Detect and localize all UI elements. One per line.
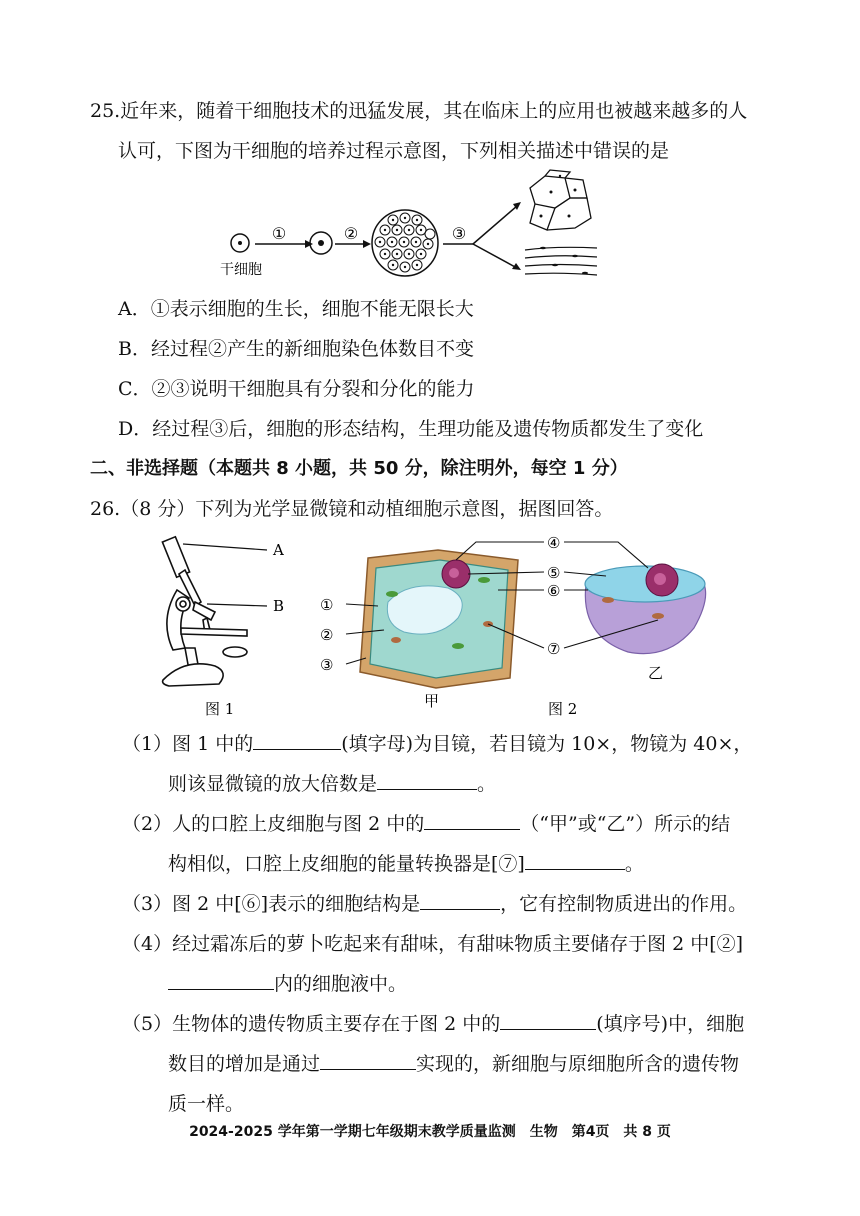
- label-7: ⑦: [547, 640, 561, 658]
- plant-cell-icon: [360, 550, 518, 688]
- label-4: ④: [547, 534, 561, 552]
- q26-sub2-line2: [168, 851, 644, 877]
- label-5: ⑤: [547, 564, 561, 582]
- sub2-blank-1[interactable]: [424, 811, 520, 830]
- q25-stem-line1: 25.近年来，随着干细胞技术的迅猛发展，其在临床上的应用也被越来越多的人: [90, 100, 748, 122]
- q26-sub5-line2: [168, 1051, 739, 1077]
- q26-sub2-line1: [122, 811, 730, 837]
- label-2: ②: [320, 626, 334, 644]
- q26-sub5-line3: 质一样。: [168, 1093, 245, 1115]
- sub1-blank-2[interactable]: [377, 771, 477, 790]
- stem-cell-label: 干细胞: [220, 262, 262, 278]
- label-1: ①: [320, 596, 334, 614]
- sub2-text-3: 构相似，口腔上皮细胞的能量转换器是[⑦]: [168, 853, 525, 875]
- microscope-label-a: A: [273, 541, 284, 559]
- label-6: ⑥: [547, 582, 561, 600]
- microscope-label-b: B: [273, 597, 285, 615]
- cell-yi-label: 乙: [648, 664, 664, 682]
- cells-figure: [318, 528, 718, 722]
- sub2-blank-2[interactable]: [525, 851, 625, 870]
- step1-label: ①: [271, 224, 287, 243]
- sub4-blank[interactable]: [168, 971, 274, 990]
- q25-option-b: B．经过程②产生的新细胞染色体数目不变: [118, 338, 474, 360]
- sub1-text-4: 。: [477, 773, 497, 795]
- fig1-caption: 图 1: [205, 700, 235, 718]
- q25-stem-line2: 认可，下图为干细胞的培养过程示意图，下列相关描述中错误的是: [118, 140, 670, 162]
- microscope-figure: [155, 530, 305, 720]
- sub1-text-1: （1）图 1 中的: [122, 733, 254, 755]
- sub3-text-1: （3）图 2 中[⑥]表示的细胞结构是: [122, 893, 421, 915]
- q25-option-d: D．经过程③后，细胞的形态结构，生理功能及遗传物质都发生了变化: [118, 418, 704, 440]
- sub4-text-2: 内的细胞液中。: [274, 973, 408, 995]
- q26-sub3-line: [122, 891, 747, 917]
- animal-cell-icon: [585, 564, 706, 654]
- label-3: ③: [320, 656, 334, 674]
- sub2-text-2: （“甲”或“乙”）所示的结: [520, 813, 731, 835]
- q26-sub4-line1: （4）经过霜冻后的萝卜吃起来有甜味，有甜味物质主要储存于图 2 中[②]: [122, 933, 744, 955]
- sub2-text-1: （2）人的口腔上皮细胞与图 2 中的: [122, 813, 425, 835]
- sub5-text-3: 数目的增加是通过: [168, 1053, 321, 1075]
- differentiated-cells-icon: [530, 170, 591, 230]
- sub5-text-1: （5）生物体的遗传物质主要存在于图 2 中的: [122, 1013, 501, 1035]
- q25-stem-cell-figure: [220, 168, 605, 286]
- step3-label: ③: [451, 224, 467, 243]
- q26-sub1-line1: [122, 731, 752, 757]
- q26-sub4-line2: [168, 971, 407, 997]
- fig2-caption: 图 2: [548, 700, 578, 718]
- sub1-blank-1[interactable]: [253, 731, 341, 750]
- sub3-blank[interactable]: [420, 891, 500, 910]
- sub5-blank-2[interactable]: [320, 1051, 416, 1070]
- sub2-text-4: 。: [624, 853, 644, 875]
- q25-option-a: A．①表示细胞的生长，细胞不能无限长大: [118, 298, 474, 320]
- section2-title: 二、非选择题（本题共 8 小题，共 50 分，除注明外，每空 1 分）: [90, 458, 628, 479]
- cell-jia-label: 甲: [424, 692, 440, 710]
- sub5-blank-1[interactable]: [500, 1011, 596, 1030]
- q26-sub5-line1: [122, 1011, 744, 1037]
- step2-label: ②: [343, 224, 359, 243]
- q26-stem: 26.（8 分）下列为光学显微镜和动植细胞示意图，据图回答。: [90, 498, 614, 520]
- page-footer: 2024-2025 学年第一学期七年级期末教学质量监测 生物 第4页 共 8 页: [189, 1124, 671, 1140]
- sub3-text-2: ，它有控制物质进出的作用。: [500, 893, 748, 915]
- fiber-cells-icon: [525, 247, 597, 275]
- q26-sub1-line2: [168, 771, 496, 797]
- q25-option-c: C．②③说明干细胞具有分裂和分化的能力: [118, 378, 475, 400]
- sub1-text-3: 则该显微镜的放大倍数是: [168, 773, 378, 795]
- sub5-text-2: (填序号)中，细胞: [596, 1013, 745, 1035]
- sub5-text-4: 实现的，新细胞与原细胞所含的遗传物: [416, 1053, 740, 1075]
- sub1-text-2: (填字母)为目镜，若目镜为 10×，物镜为 40×，: [341, 733, 753, 755]
